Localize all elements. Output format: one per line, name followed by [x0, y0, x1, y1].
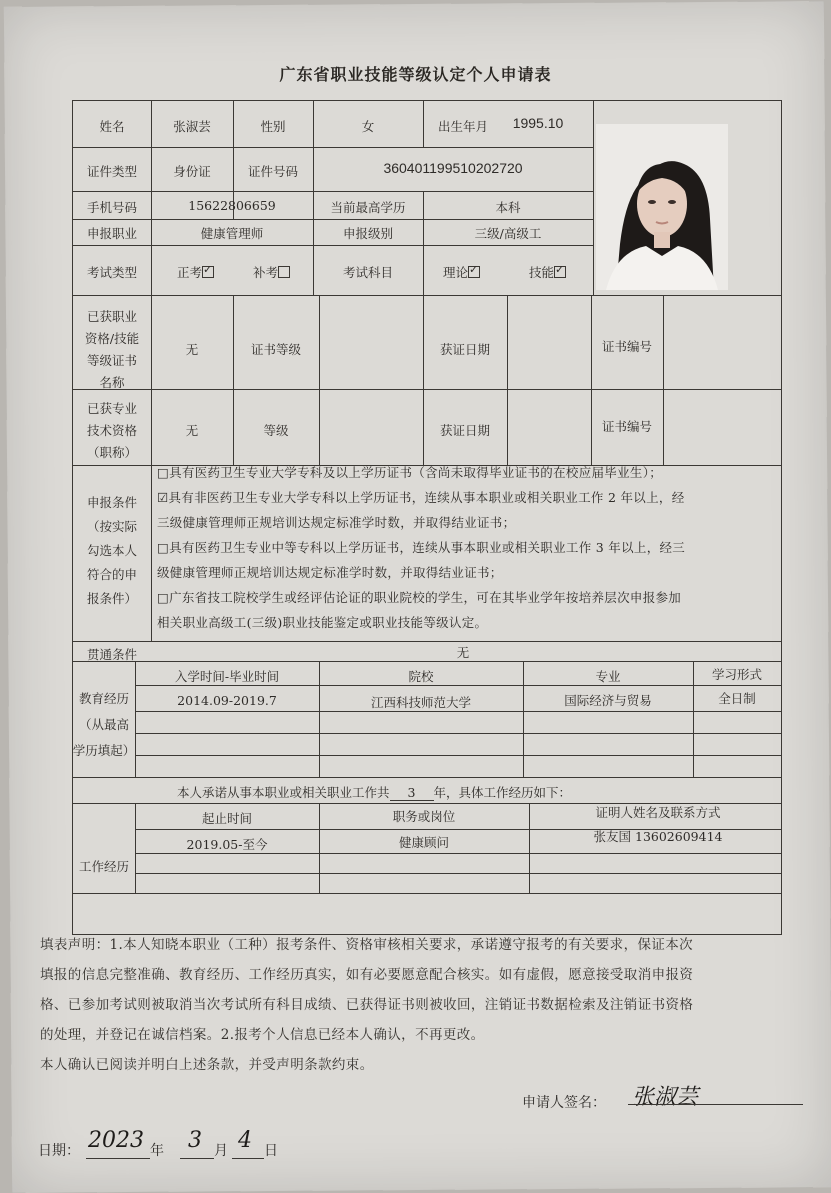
label-edu-3: 学历填起）	[72, 743, 136, 758]
label-exam-subject: 考试科目	[342, 265, 394, 280]
declaration: 填表声明：1.本人知晓本职业（工种）报考条件、资格审核相关要求，承诺遵守报考的有关要求，保证本次 填报的信息完整准确、教育经历、工作经历真实，如有必要愿意配合核实。如有虚假，愿意接受取消申报资 格、已参加考试则被取消当次考试所有科目成绩、已获得证书则被收回，注销证书数据检索及注销证书资格 的处理，并登记在诚信档案。2.报考个人信息已经本人确认，不再更改。 本人确认已阅读并明白上述条款，并受声明条款约束。	[40, 937, 694, 1073]
edu-school: 江西科技师范大学	[370, 695, 472, 710]
value-birth: 1995.10	[512, 115, 564, 131]
label-cert-no: 证书编号	[601, 339, 653, 354]
date-month-unit: 月	[214, 1143, 228, 1159]
date-year-line	[86, 1158, 150, 1159]
exam-normal-checkbox[interactable]	[202, 266, 214, 278]
label-cond-5: 报条件）	[86, 591, 138, 606]
label-cert-4: 名称	[99, 375, 125, 390]
header-work-time: 起止时间	[201, 811, 253, 826]
label-cert-3: 等级证书	[86, 353, 138, 368]
condition-line: 相关职业高级工(三级)职业技能鉴定或职业技能等级认定。	[157, 615, 488, 630]
subject-skill-option[interactable]: 技能✓	[529, 263, 568, 281]
header-work-post: 职务或岗位	[392, 809, 456, 824]
work-time: 2019.05-至今	[186, 837, 268, 852]
work-ref: 张友国 13602609414	[593, 829, 723, 844]
value-cert: 无	[185, 342, 199, 357]
label-cond-4: 符合的申	[86, 567, 138, 582]
application-form-table	[72, 100, 782, 935]
subject-theory-option[interactable]: 理论✓	[443, 263, 482, 281]
label-tech-no: 证书编号	[601, 419, 653, 434]
exam-makeup-option[interactable]: 补考	[253, 263, 292, 281]
label-tech-level: 等级	[263, 423, 289, 438]
value-education: 本科	[495, 200, 521, 215]
label-cert-2: 资格/技能	[84, 331, 140, 346]
date-year: 2023	[88, 1128, 144, 1153]
date-month: 3	[188, 1128, 202, 1153]
label-cond-2: （按实际	[86, 519, 138, 534]
date-month-line	[180, 1158, 214, 1159]
label-tech-2: 技术资格	[86, 423, 138, 438]
work-post: 健康顾问	[398, 835, 450, 850]
label-birth: 出生年月	[437, 119, 489, 134]
date-day-unit: 日	[264, 1143, 278, 1159]
condition-line[interactable]: □广东省技工院校学生或经评估论证的职业院校的学生，可在其毕业学年按培养层次申报参加	[157, 590, 682, 605]
condition-line[interactable]: □具有医药卫生专业中等专科以上学历证书，连续从事本职业或相关职业工作 3 年以上，经三	[157, 540, 686, 555]
applicant-signature: 张淑芸	[632, 1085, 699, 1110]
edu-mode: 全日制	[718, 691, 756, 706]
header-work-ref: 证明人姓名及联系方式	[595, 805, 721, 820]
label-through: 贯通条件	[86, 647, 138, 662]
label-cond-1: 申报条件	[86, 495, 138, 510]
work-commitment: 本人承诺从事本职业或相关职业工作共 3 年，具体工作经历如下：	[177, 785, 572, 800]
label-exam-type: 考试类型	[86, 265, 138, 280]
label-cert-level: 证书等级	[250, 342, 302, 357]
header-edu-major: 专业	[595, 669, 621, 684]
label-phone: 手机号码	[86, 200, 138, 215]
label-edu-1: 教育经历	[78, 691, 130, 706]
value-id-type: 身份证	[173, 164, 211, 179]
value-through: 无	[456, 645, 470, 660]
label-tech-1: 已获专业	[86, 401, 138, 416]
subject-theory-checkbox[interactable]	[468, 266, 480, 278]
date-label: 日期：	[38, 1143, 80, 1159]
value-tech: 无	[185, 423, 199, 438]
date-day-line	[232, 1158, 264, 1159]
value-level: 三级/高级工	[474, 226, 542, 241]
header-edu-school: 院校	[408, 669, 434, 684]
label-cert-date: 获证日期	[439, 342, 491, 357]
condition-line: 级健康管理师正规培训达规定标准学时数，并取得结业证书；	[157, 565, 503, 580]
edu-major: 国际经济与贸易	[564, 693, 652, 708]
edu-time: 2014.09-2019.7	[177, 693, 277, 708]
label-level: 申报级别	[342, 226, 394, 241]
value-gender: 女	[361, 119, 375, 134]
value-name: 张淑芸	[173, 119, 211, 134]
label-name: 姓名	[99, 119, 125, 134]
signature-line	[628, 1104, 803, 1105]
subject-skill-checkbox[interactable]	[554, 266, 566, 278]
date-day: 4	[238, 1128, 252, 1153]
label-work: 工作经历	[78, 859, 130, 874]
condition-line: 三级健康管理师正规培训达规定标准学时数，并取得结业证书；	[157, 515, 516, 530]
label-cert-1: 已获职业	[86, 309, 138, 324]
exam-normal-option[interactable]: 正考✓	[177, 263, 216, 281]
label-education: 当前最高学历	[330, 200, 406, 215]
signature-label: 申请人签名：	[522, 1095, 606, 1111]
label-id-no: 证件号码	[247, 164, 299, 179]
label-tech-3: （职称）	[86, 445, 138, 460]
header-edu-mode: 学习形式	[711, 667, 763, 682]
condition-line[interactable]: □具有医药卫生专业大学专科及以上学历证书（含尚未取得毕业证书的在校应届毕业生）；	[157, 465, 663, 480]
value-occupation: 健康管理师	[200, 226, 264, 241]
condition-line[interactable]: ☑具有非医药卫生专业大学专科以上学历证书，连续从事本职业或相关职业工作 2 年以上，经	[157, 490, 685, 505]
label-occupation: 申报职业	[86, 226, 138, 241]
exam-makeup-checkbox[interactable]	[278, 266, 290, 278]
header-edu-time: 入学时间-毕业时间	[174, 669, 280, 684]
form-title: 广东省职业技能等级认定个人申请表	[279, 65, 552, 84]
date-year-unit: 年	[150, 1143, 164, 1159]
label-gender: 性别	[260, 119, 286, 134]
label-edu-2: （从最高	[78, 717, 130, 732]
label-id-type: 证件类型	[86, 164, 138, 179]
value-id-no: 360401199510202720	[383, 160, 523, 176]
value-phone: 15622806659	[188, 198, 276, 213]
label-cond-3: 勾选本人	[86, 543, 138, 558]
label-tech-date: 获证日期	[439, 423, 491, 438]
